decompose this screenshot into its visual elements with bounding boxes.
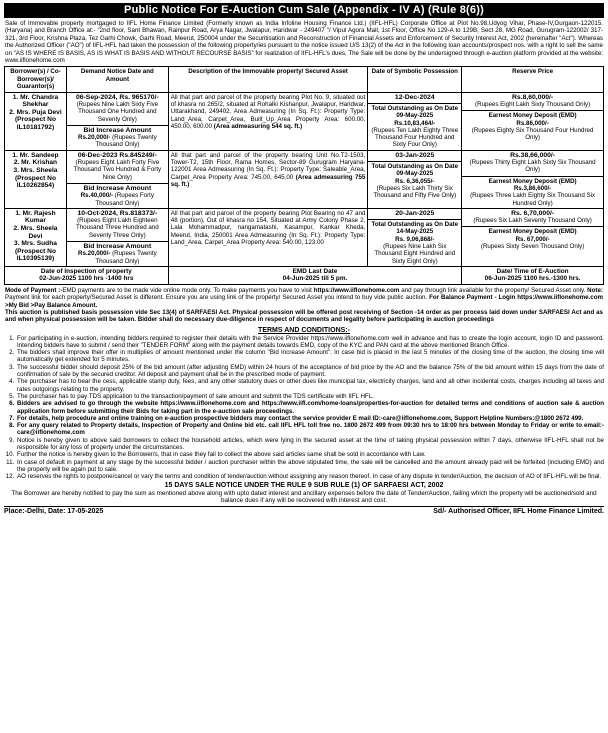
emd-amount: Rs.3,86,600/- [513,184,552,192]
emd-amount: Rs.86,000/- [516,119,549,127]
signatory: Sd/- Authorised Officer, IIFL Home Finance Limited. [433,508,604,516]
footer [4,506,604,515]
possession-cell [368,150,462,208]
header-borrower: Borrower(s) / Co- Borrower(s)/ Guarantor(s) [5,67,67,92]
bid-increase-amount: Rs.20,000/- [78,134,111,142]
borrower-name: 2. Mrs. Sheela Devi [13,225,58,240]
possession-date: 03-Jan-2025 [395,151,435,159]
mode-text: EMD payments are to be made vide online mode only. To make payments you have to visit [62,287,314,295]
term-item: 7. For details, help procedure and online training on e-auction prospective bidders may contact the service provider E mail ID:-care@iiflonehome.com, Support Helpline Numbers:@1800 2672 499. [16,415,604,422]
emd-title: Earnest Money Deposit (EMD) [488,228,577,236]
reserve-words: (Rupees Six Lakh Seventy Thousand Only) [473,217,592,225]
term-item: 5. The purchaser has to pay TDS application to the transaction/payment of sale amount and submit the TDS certificate with IIFL HFL. [16,393,604,400]
term-item: 4. The purchaser has to bear the cess, applicable stamp duty, fees, and any other statutory dues or other dues like municipal tax, electricity charges, land and all other incidental costs, charges including all taxes and rates outgoings relating to the property. [16,378,604,393]
outstanding-label: Total Outstanding as On Date 09-May-2025 [371,104,459,120]
reserve-price: Rs. 6,70,000/- [511,209,555,217]
term-item: 10. Further the notice is hereby given to the Borrower/s, that in case they fail to collect the above said articles same shall be sold in accordance with Law. [16,451,604,458]
reserve-cell [462,208,604,266]
terms-list [4,335,604,481]
property-description: All that part and parcel of the property bearing Unit No.T2-1503, Tower-T2, 15th Floor, Rama Homes, Sector-89 Gurugram Haryana-122001 Area Admeasuring (In Sq. Ft.): Property Type: Saleable_Area, Carpet_Area Property Area: 745.00, 645.00 [170,151,366,181]
outstanding-words: (Rupees Six Lakh Thirty Six Thousand and Fifty Five Only) [373,184,457,200]
reserve-words: (Rupees Thirty Eight Lakh Sixty Six Thousand Only) [469,159,596,174]
table-row [5,208,604,266]
bid-increase-title: Bid Increase Amount [83,243,152,250]
possession-disclaimer: This auction is published basis possession vide Sec 13(4) of SARFAESI Act. Physical possession will be offered post receiving of Section -14 order as per process laid down under SARFAESI Act and as and when physical possession will be taken. Bidder shall do necessary due-diligence in respect of documents and legality before participating in auction proceedings [5,308,603,324]
outstanding-label: Total Outstanding as On Date 09-May-2025 [371,163,459,178]
header-description: Description of the Immovable property/ Secured Asset [168,67,368,92]
demand-cell [66,92,168,150]
reserve-cell [462,92,604,150]
emd-title: Earnest Money Deposit (EMD) [488,177,577,185]
term-item: 6. Bidders are advised to go through the website https://www.iiflonehome.com and https://www.iifl.com/home-loans/properties-for-auction for detailed terms and conditions of auction sale & auction application form before submitting their Bids for taking part in the e-auction sale proceedings. [16,400,604,415]
table-header-row [5,67,604,92]
table-row [5,150,604,208]
borrower-name: 1. Mr. Rajesh Kumar [15,209,56,225]
demand-date-amount: 06-Sep-2024, Rs. 965170/- [75,93,159,101]
emd-amount: Rs. 67,000/- [515,235,550,243]
possession-date: 20-Jan-2025 [395,209,435,217]
property-area: (Area admeasuring 755 sq. ft.) [170,173,366,188]
prospect-number: (Prospect No IL10262854) [14,174,56,190]
place-date: Place:-Delhi, Date: 17-05-2025 [4,508,104,516]
bid-increase-amount: Rs.40,000/- [80,192,114,200]
reserve-price: Rs.8,60,000/- [512,93,554,101]
reserve-cell [462,150,604,208]
auction-date-label: Date/ Time of E-Auction [496,267,569,275]
header-possession: Date of Symbolic Possession [368,67,462,92]
prospect-number: (Prospect No IL10181792) [14,116,56,132]
borrower-cell [5,150,67,208]
balance-link[interactable]: https://www.iiflonehome.com [517,294,603,302]
intro-paragraph: Sale of Immovable property mortgaged to IIFL Home Finance Limited (Formerly known as India Infoline Housing Finance Ltd.) (IIFL-HFL) Corporate Office at Plot No.98,Udyog Vihar, Phase-IV,Gurgaon-122015.(Haryana) and Branch Office at:- "2nd floor, Sant Bhawan, Rainpur Road, Arya Nagar, Jwalapur, Haridwar - 249407 "/ Vipul Agora Mall, 1st Floor, Office No 129-A to 129B, Sect 28, MG Road, Gurugram-122002/ 317-321, 3rd Floor, Krishna Plaza, Tez Garhi Chowk, Garhi Road, Meerut, 250004 under the Securitisation and Reconstruction of Financial Assets and Enforcement of Security Interest Act, 2002 (hereinafter "Act"). Whereas the Authorized Officer ("AO") of IIFL-HFL had taken the possession of the following property/ies pursuant to the notice issued U/S 13(2) of the Act in the following loan accounts/prospect nos. with a right to sell the same on "AS IS WHERE IS BASIS, AS IS WHAT IS BASIS AND WITHOUT RECOURSE BASIS" for realization of IIFL-HFL's dues, The Sale will be done by the undersigned through e-auction platform provided at the website: www.iiflonehome.com [5,20,603,65]
term-item: 2. The bidders shall improve their offer in multiplies of amount mentioned under the column "Bid Increase Amount". In case bid is placed in the last 5 minutes of the closing time of the auction, the closing time will automatically get extended for 5 minutes. [16,349,604,364]
mode-label: Mode of Payment :- [5,287,63,295]
terms-title: TERMS AND CONDITIONS:- [258,326,350,334]
outstanding-label: Total Outstanding as On Date 14-May-2025 [371,221,459,236]
balance-tail: >My Bid >Pay Balance Amount. [5,301,98,309]
balance-text: - Login [492,294,518,302]
borrower-name: 1. Mr. Chandra Shekhar [12,93,59,109]
demand-date-amount: 10-Oct-2024, Rs.818373/- [77,209,158,217]
sale-notice-text: The Borrower are hereby notified to pay the sum as mentioned above along with upto dated interest and ancillary expenses before the date of Tender/Auction, failing which the property will be auctioned/sold and balance dues if any will be recovered with interest and cost. [11,489,597,504]
term-item: 12. AO reserves the rights to postpone/cancel or vary the terms and condition of tender/auction without assigning any reason thereof. In case of any dispute in tender/Auction, the decision of AO of IIFL-HFL will be final. [16,473,604,480]
borrower-name: 2. Mrs. Puja Devi [9,108,62,116]
header-reserve: Reserve Price [462,67,604,92]
reserve-price: Rs.38,66,000/- [510,151,556,159]
mode-text: Payment link for each property/Secured Asset is different. Ensure you are using link of the property/ Secured Asset you intend to buy vide public auction. [5,294,428,302]
outstanding-amount: Rs.10,83,464/- [394,119,436,127]
outstanding-words: (Rupees Nine Lakh Six Thousand Eight Hundred and Sixty Eight Only) [374,243,456,265]
borrower-name: 2. Mr. Krishan [13,159,58,167]
mode-text: and pay through link available for the property/ Secured Asset only. [399,287,588,295]
possession-cell [368,92,462,150]
bid-increase-words: (Rupees Twenty Thousand Only) [95,134,157,149]
emd-title: Earnest Money Deposit (EMD) [488,112,577,120]
schedule-row [5,266,604,284]
property-area: (Area admeasuring 544 sq. ft.) [213,122,303,130]
description-cell [168,208,368,266]
notice-title: Public Notice For E-Auction Cum Sale (Appendix - IV A) (Rule 8(6)) [4,3,604,18]
auction-notice [4,3,604,515]
term-item: 9. Notice is hereby given to above said borrowers to collect the household articles, which were lying in the secured asset at the time of taking physical possession within 7 days, otherwise IIFL-HFL shall not be responsible for any loss of property under the circumstances. [16,437,604,452]
demand-cell [66,150,168,208]
term-item: 3. The successful bidder should deposit 25% of the bid amount (after adjusting EMD) within 24 hours of the acceptance of bid price by the AO and the balance 75% of the bid amount within 15 days from the date of confirmation of sale by the secured creditor. All deposit and payment shall be in the prescribed mode of payment. [16,364,604,379]
balance-label: For Balance Payment [429,294,493,302]
possession-cell [368,208,462,266]
mode-of-payment [5,287,603,323]
header-demand: Demand Notice Date and Amount [66,67,168,92]
emd-words: (Rupees Sixty Seven Thousand Only) [480,243,585,250]
inspection-label: Date of Inspection of property [40,267,132,275]
prospect-number: (Prospect No IL10395139) [14,247,56,263]
demand-words: (Rupees Eight Lakh Forty Five Thousand Two Hundred & Forty Nine Only) [73,159,162,181]
emd-last-value: 04-Jun-2025 till 5 pm. [282,275,348,283]
demand-words: (Rupees Nine Lakh Sixty Five Thousand One Hundred and Seventy Only) [76,100,159,123]
sale-notice-title: 15 DAYS SALE NOTICE UNDER THE RULE 9 SUB RULE (1) OF SARFAESI ACT, 2002 [164,481,444,489]
borrower-name: 3. Mrs. Sudha [14,240,57,248]
emd-words: (Rupees Three Lakh Eighty Six Thousand Six Hundred Only) [470,192,596,207]
emd-words: (Rupees Eighty Six Thousand Four Hundred Only) [471,126,594,142]
bid-increase-amount: Rs.20,000/- [78,250,111,258]
emd-last-label: EMD Last Date [292,267,338,275]
borrower-name: 3. Mrs. Sheela [13,166,58,174]
term-item: 11. In case of default in payment at any stage by the successful bidder / auction purchaser within the above stipulated time, the sale will be cancelled and the amount already paid will be forfeited (including EMD) and the property will be again put to sale. [16,459,604,474]
inspection-value: 02-Jun-2025 1100 hrs -1400 hrs [39,275,134,283]
property-description: All that part and parcel of the property bearing Plot No. 9, situated out of khasra no 265/2, situated at Rohalki Kishanpur, Jwalapur, Haridwar, Uttarakhand, 249402. Area Admeasuring (In Sq. Ft.): Property Type: Land_Area, Carpet_Area, Built_Up_Area Property Area: 600.00, 450.00, 600.00 [170,93,366,130]
note-label: Note: [587,287,603,295]
auction-date-value: 06-Jun-2025 1100 hrs.-1300 hrs. [484,275,581,283]
auction-date-cell [462,266,604,284]
demand-cell [66,208,168,266]
demand-date-amount: 06-Dec-2023 Rs.845249/- [77,151,157,159]
term-item: 8. For any query related to Property details, Inspection of Property and Online bid etc. call IIFL HFL toll free no. 1800 2672 499 from 09:30 hrs to 18:00 hrs between Monday to Friday or write to email:- care@iiflonehome.com [16,422,604,437]
table-row [5,92,604,150]
website-link[interactable]: https://www.iiflonehome.com [313,287,400,295]
borrower-cell [5,208,67,266]
property-description: All that part and parcel of the property bearing Plot Bearing no 47 and 48 (portion), Out of khasra no 154, Situated at Army Colony Phase 2, Lala Mohammadpur, nangamatashi, Kasampur, Kankar Kheda, Meerut, India, 250001 Area Admeasuring (In Sq. Ft.): Property Type: Land_Area, Carpet_Area Property Area: 540.00, 123.00 [170,209,366,246]
outstanding-words: (Rupees Ten Lakh Eighty Three Thousand Four Hundred and Sixty Four Only) [371,126,459,149]
bid-increase-words: (Rupees Twenty Thousand Only) [95,250,157,265]
bid-increase-title: Bid Increase Amount [83,126,152,134]
demand-words: (Rupees Eight Lakh Eighteen Thousand Three Hundred and Seventy Three Only) [75,217,159,239]
reserve-words: (Rupees Eight Lakh Sixty Thousand Only) [475,100,591,108]
borrower-cell [5,92,67,150]
bid-increase-title: Bid Increase Amount [83,184,152,192]
outstanding-amount: Rs. 6,36,055/- [395,177,435,185]
inspection-cell [5,266,169,284]
emd-last-cell [168,266,461,284]
possession-date: 12-Dec-2024 [394,93,435,101]
bid-increase-words: (Rupees Forty Thousand Only) [95,192,154,207]
term-item: 1. For participating in e-auction, intending bidders required to register their details with the Service Provider https://www.iiflonehome.com well in advance and has to create the login account, login ID and password. Intending bidders have to submit / send their "TENDER FORM" along with the payment details towards EMD, copy of the KYC and PAN card at the above mentioned Branch Office. [16,335,604,350]
description-cell [168,150,368,208]
auction-table [4,66,604,285]
borrower-name: 1. Mr. Sandeep [12,151,59,159]
description-cell [168,92,368,150]
outstanding-amount: Rs. 9,06,868/- [395,235,435,243]
